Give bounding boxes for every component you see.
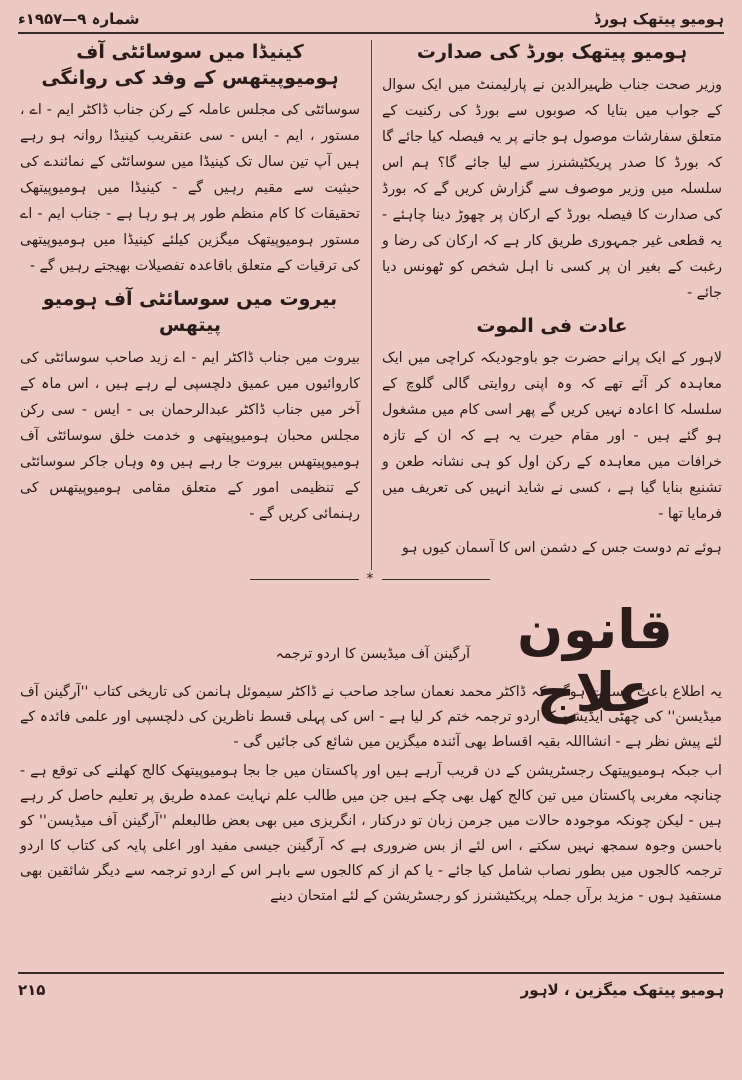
article-title-canada-delegation: کینیڈا میں سوسائٹی آف ہومیوپیتھس کے وفد کی روانگی [41, 41, 339, 89]
article-title-habit-death: عادت فی الموت [476, 314, 628, 337]
issue-number: شمارہ ۹—۱۹۵۷ء [18, 10, 140, 28]
right-column [382, 40, 722, 569]
verse-line: ہوئے تم دوست جس کے دشمن اس کا آسمان کیوں ہو [401, 540, 722, 557]
article-body-habit-death: لاہور کے ایک پرانے حضرت جو باوجودیکہ کراچی میں ایک معاہدہ کر آئے تھے کہ وہ اپنی روایتی گالی گلوچ کے سلسلہ کا اعادہ نہیں کریں گے پھر اسی کام میں مشغول ہو گئے ہیں - اور مقام حیرت یہ ہے کہ ان کے تازہ خرافات میں معاہدہ کے رکن اول کو ہی نشانہ طعن و تشنیع بنایا گیا ہے ، کسی نے شاید انہیں کی تعریف میں فرمایا تھا - [382, 350, 722, 523]
column-divider [371, 40, 372, 570]
section-separator [250, 572, 490, 586]
left-column [20, 40, 360, 535]
running-title: ہومیو پیتھک ہورڈ [593, 10, 724, 28]
article-body-canada-delegation: سوسائٹی کی مجلس عاملہ کے رکن جناب ڈاکٹر ایم - اے ، مستور ، ایم - ایس - سی عنقریب کینیڈا روانہ ہو رہے ہیں آپ تین سال تک کینیڈا میں سوسائٹی کے نمائندے کی حیثیت سے مقیم رہیں گے - کینیڈا میں ہومیوپیتھک تحقیقات کا کام منظم طور پر ہو رہا ہے - جناب ایم - اے مستور ہومیوپیتھک میگزین کیلئے کینیڈا میں ہومیوپیتھی کی ترقیات کے متعلق باقاعدہ تفصیلات بھیجتے رہیں گے - [20, 102, 360, 275]
footer-magazine-name: ہومیو پیتھک میگزین ، لاہور [520, 981, 724, 999]
separator-line-right [382, 579, 491, 580]
article-body-board-presidency: وزیر صحت جناب ظہیرالدین نے پارلیمنٹ میں ایک سوال کے جواب میں بتایا کہ صوبوں سے بورڈ کی رکنیت کے متعلق سفارشات موصول ہو جانے پر یہ فیصلہ کیا جائے گا کہ بورڈ کا صدر پریکٹیشنرز سے لیا جائے گا؟ ہم اس سلسلہ میں وزیر موصوف سے گزارش کریں گے کہ بورڈ کی صدارت کا فیصلہ بورڈ کے ارکان پر چھوڑ دینا چاہئے - یہ قطعی غیر جمہوری طریق کار ہے کہ ارکان کی رضا و رغبت کے بغیر ان پر کسی نا اہل شخص کو ٹھونس دیا جائے - [382, 76, 722, 301]
page-footer [18, 972, 724, 1002]
page-header [18, 6, 724, 34]
page-number: ۲۱۵ [18, 981, 46, 999]
main-article-subtitle: آرگینن آف میڈیسن کا اردو ترجمہ [275, 646, 470, 662]
separator-line-left [250, 579, 359, 580]
article-body-beirut-society: بیروت میں جناب ڈاکٹر ایم - اے زید صاحب سوسائٹی کی کاروائیوں میں عمیق دلچسپی لے رہے ہیں ، اس ماہ کے آخر میں جناب ڈاکٹر عبدالرحمان بی - ایس - سی رکن مجلس محبان ہومیوپیتھی و خدمت خلق سوسائٹی آف ہومیوپیتھس بیروت جا رہے ہیں وہ وہاں جاکر سوسائٹی کے تنظیمی امور کے متعلق مقامی ہومیوپیتھس کی رہنمائی کریں گے - [20, 349, 360, 522]
main-article-title: قانون علاج [517, 598, 673, 724]
main-paragraph-2: اب جبکہ ہومیوپیتھک رجسٹریشن کے دن قریب آرہے ہیں اور پاکستان میں جا بجا ہومیوپیتھک کالج کھلنے کی توقع ہے - چنانچہ مغربی پاکستان میں تین کالج کھل بھی چکے ہیں جن میں طالب علم نہایت عمدہ طریق پر تعلیم حاصل کر رہے ہیں - لیکن چونکہ موجودہ حالات میں جرمن زبان تو درکنار ، انگریزی میں بھی بعض طالبعلم ''آرگینن آف میڈیسن'' کو باحسن وجوہ سمجھ نہیں سکتے ، اس لئے از بس ضروری ہے کہ آرگینن جیسی مفید اور اعلی پایہ کی کتاب کا اردو ترجمہ کالجوں میں بطور نصاب شامل کیا جائے - یا کم از کم کالجوں سے باہر اس کے اردو ترجمہ سے دیگر شائقین بھی مستفید ہوں - مزید برآں جملہ پریکٹیشنرز کو رجسٹریشن کے لئے امتحان دینے [20, 763, 722, 904]
article-title-beirut-society: بیروت میں سوسائٹی آف ہومیو پیتھس [42, 288, 338, 336]
separator-star-icon: * [366, 571, 374, 587]
main-article-body [20, 680, 722, 913]
article-title-board-presidency: ہومیو پیتھک بورڈ کی صدارت [416, 41, 688, 63]
main-paragraph-1: یہ اطلاع باعث مسرت ہوگی کہ ڈاکٹر محمد نعمان ساجد صاحب نے ڈاکٹر سیموئل ہانمن کی تاریخی کتاب ''آرگینن آف میڈیسن'' کی چھٹی ایڈیشن کا اردو ترجمہ ختم کر لیا ہے - اس کی پہلی قسط ناظرین کی دلچسپی اور علمی فائدہ کے لئے پیش نظر ہے - انشااللہ بقیہ اقساط بھی آئندہ میگزین میں شائع کی جائیں گی - [20, 684, 722, 750]
